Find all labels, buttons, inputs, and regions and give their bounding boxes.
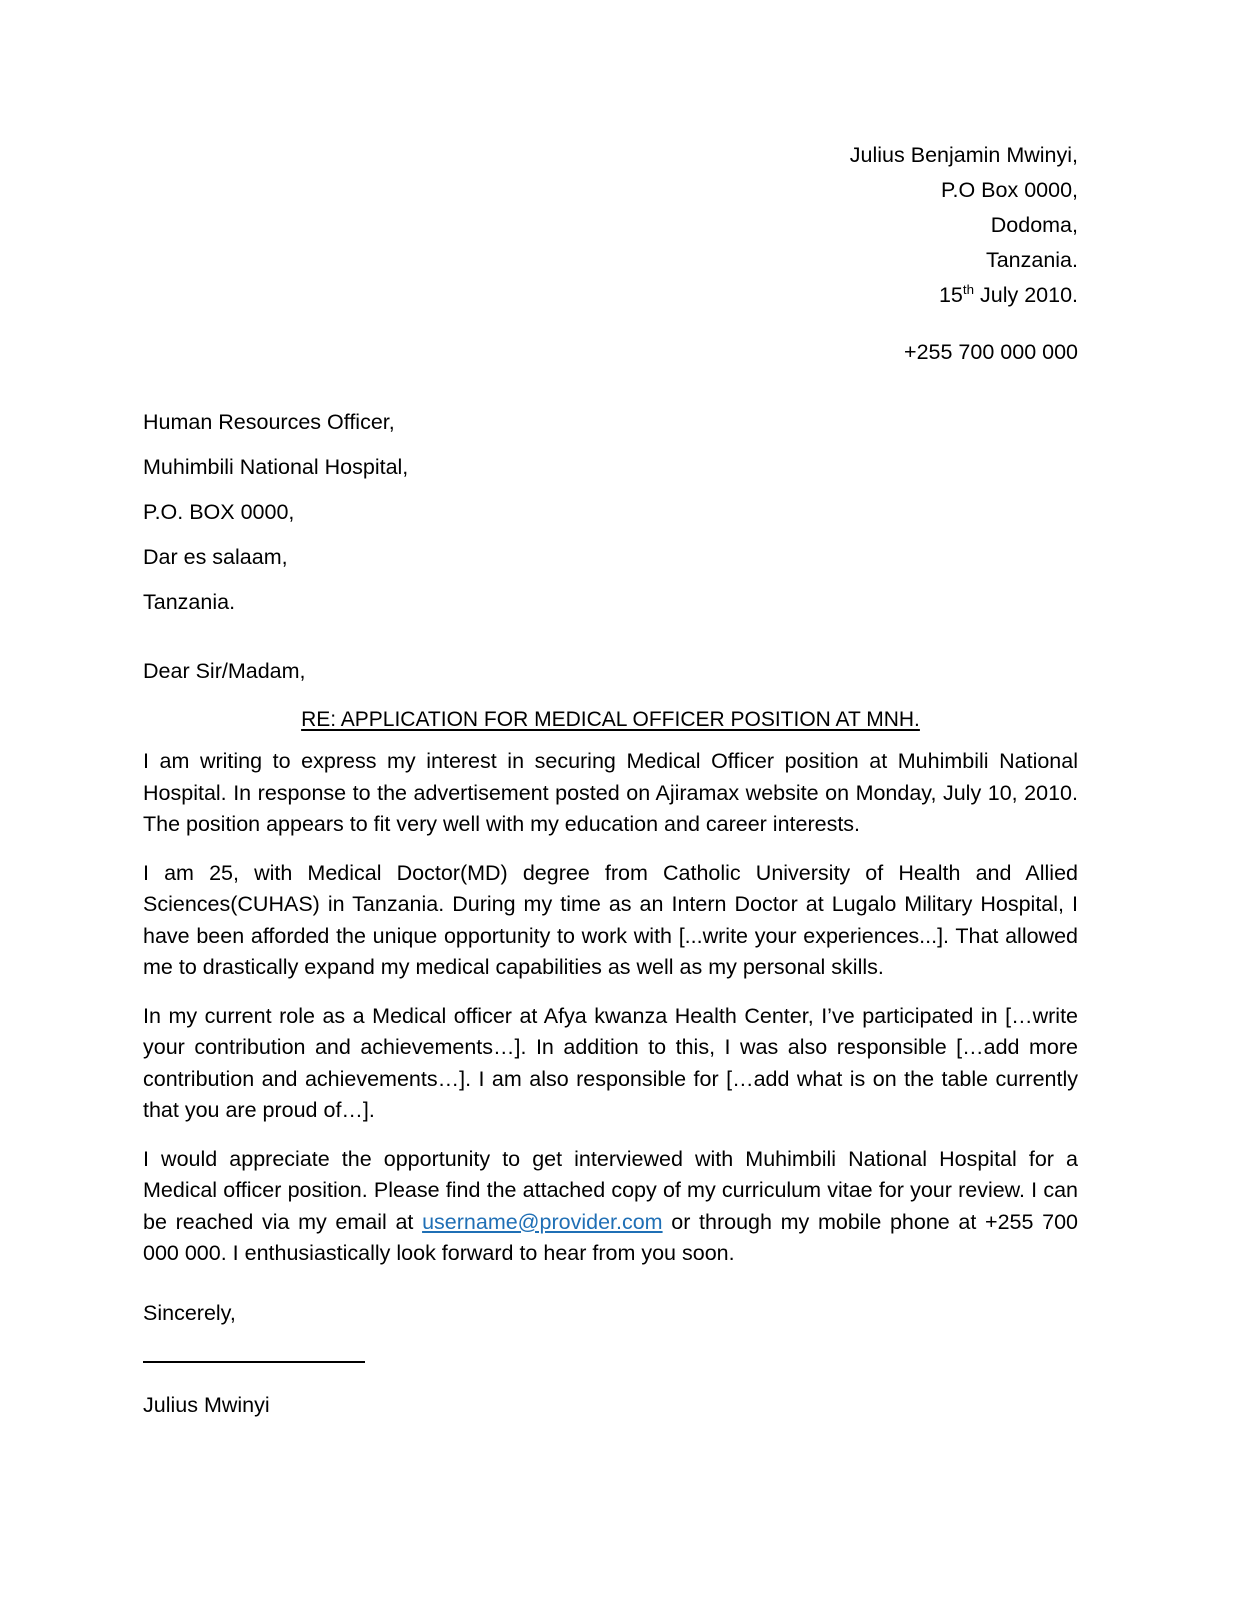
body-paragraph-2: I am 25, with Medical Doctor(MD) degree from Catholic University of Health and Allied Sciences(CUHAS) in Tanzania. During my time as an Intern Doctor at Lugalo Military Hospital, I have been afforded the unique opportunity to work with [...write your experiences...]. That allowed me to drastically expand my medical capabilities as well as my personal skills. [143,860,1078,979]
paragraph-4-text-before-email: I would appreciate the opportunity to get interviewed with Muhimbili National Hospital for a Medical officer position. Please find the attached copy of my curriculum vitae for your review. I can be reached via my email at [143,1146,1078,1234]
body-paragraph-1: I am writing to express my interest in securing Medical Officer position at Muhimbili National Hospital. In response to the advertisement posted on Ajiramax website on Monday, July 10, 2010. The position appears to fit very well with my education and career interests. [143,749,1078,836]
paragraph-4-text-after-email: or through my mobile phone at +255 700 000 000. I enthusiastically look forward to hear from you soon. [143,1209,1078,1265]
sender-address-block [143,0,1078,370]
subject-text: RE: APPLICATION FOR MEDICAL OFFICER POSITION AT MNH. [301,708,920,731]
body-paragraph-4 [143,1144,1078,1270]
sender-country: Tanzania. [985,248,1078,272]
sender-city: Dodoma, [990,213,1078,237]
subject-line [143,705,1078,735]
letter-content [143,0,1078,1420]
salutation: Dear Sir/Madam, [143,659,306,683]
recipient-address-block [143,400,1078,625]
closing-salutation: Sincerely, [143,1300,236,1325]
signature-line [143,1361,365,1363]
sender-phone: +255 700 000 000 [904,340,1078,364]
date-month-year: July 2010. [974,283,1078,307]
recipient-title: Human Resources Officer, [143,410,395,434]
signer-name: Julius Mwinyi [143,1392,270,1417]
body-paragraph-3: In my current role as a Medical officer at Afya kwanza Health Center, I’ve participated in […write your contribution and achievements…]. In addition to this, I was also responsible […add more contribution and achievements…]. I am also responsible for […add what is on the table currently that you are proud of…]. [143,1003,1078,1122]
date-ordinal-suffix: th [962,281,975,297]
letter-date [143,278,1078,313]
recipient-city: Dar es salaam, [143,545,288,569]
recipient-country: Tanzania. [143,590,236,614]
recipient-po-box: P.O. BOX 0000, [143,500,295,524]
sender-name: Julius Benjamin Mwinyi, [849,143,1078,167]
email-link[interactable]: username@provider.com [422,1209,663,1234]
sender-po-box: P.O Box 0000, [940,178,1078,202]
recipient-organization: Muhimbili National Hospital, [143,455,409,479]
date-day: 15 [938,283,963,307]
